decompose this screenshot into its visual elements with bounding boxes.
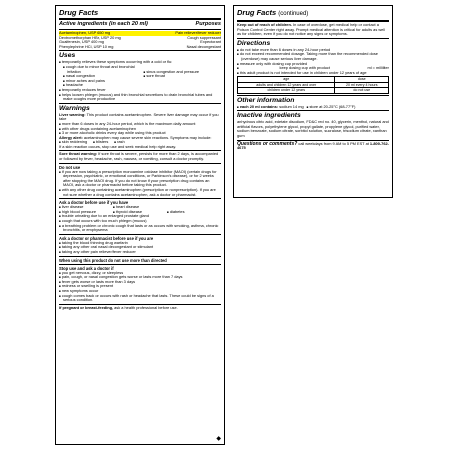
list-item: ■ cough comes back or occurs with rash or headache that lasts. These could be signs of a serious condition. — [59, 294, 221, 303]
list-item: ■ each 20 ml contains: sodium 14 mg — [237, 105, 304, 110]
inactive-ingredients-title: Inactive ingredients — [237, 112, 301, 120]
list-item: ■ cough that occurs with too much phlegm (mucus) — [59, 219, 221, 224]
list-item: ■ temporarily relieves these symptoms occurring with a cold or flu: — [59, 60, 221, 65]
list-item: ■ new symptoms occur — [59, 289, 221, 294]
allergy-alert: Allergy alert: acetaminophen may cause severe skin reactions. Symptoms may include: — [59, 134, 212, 140]
active-ingredient-row: Guaifenesin, USP 400 mg Expectorant — [59, 39, 221, 45]
other-information-title: Other information — [237, 96, 295, 104]
stop-use-title: Stop use and ask a doctor if — [59, 265, 114, 271]
dosage-table: age dose adults and children 12 years and over 20 ml every 4 hours children under 12 years do not use — [237, 76, 389, 93]
warnings-title: Warnings — [59, 104, 90, 112]
ask-doctor-title: Ask a doctor before use if you have — [59, 200, 129, 206]
list-item: ■ do not exceed recommended dosage. Taking more than the recommended dose (overdose) may cause serious liver damage. — [237, 52, 389, 61]
phone-number: 1-800-762-4675 — [237, 140, 389, 151]
continued-diamond-icon: ◆ — [216, 436, 221, 442]
uses-title: Uses — [59, 52, 76, 60]
list-item: ■ 3 or more alcoholic drinks every day while using this product — [59, 131, 221, 136]
list-item: ■ measure only with dosing cup provided — [237, 62, 389, 67]
list-item: ■ you get nervous, dizzy, or sleepless — [59, 271, 221, 276]
inactive-ingredients-text: anhydrous citric acid, edetate disodium, FD&C red no. 40, glycerin, menthol, natural and artificial flavors, polyethylene glycol, propyl gallate, propylene glycol, purified water, sodium benzoate, sodium citrate, sorbitol solution, sucralose, trisodium citrate, xanthan gum — [237, 119, 389, 138]
list-item: ■ do not take more than 6 doses in any 24-hour period — [237, 48, 389, 53]
list-item: ■ pain, cough, or nasal congestion gets worse or lasts more than 7 days — [59, 275, 221, 280]
active-ingredient-row: Acetaminophen, USP 650 mg Pain reliever/fever reducer — [59, 30, 221, 35]
active-ingredient-row: Phenylephrine HCl, USP 10 mg Nasal decongestant — [59, 43, 221, 49]
when-using-title: When using this product do not use more than directed — [59, 257, 167, 263]
uses-grid: ■ cough due to minor throat and bronchial irritation ■ nasal congestion ■ minor aches and pains ■ headache ■ sinus congestion and pressure ■ sore throat — [59, 65, 221, 88]
liver-warning: Liver warning: This product contains acetaminophen. Severe liver damage may occur if you take — [59, 111, 219, 122]
drug-facts-title: Drug Facts — [59, 8, 99, 17]
list-item: ■ taking any other pain reliever/fever reducer — [59, 250, 221, 255]
active-ingredients-header: Active ingredients (in each 20 ml) Purposes — [59, 21, 221, 27]
active-ingredient-row: Dextromethorphan HBr, USP 20 mg Cough suppressant — [59, 34, 221, 40]
do-not-use-title: Do not use — [59, 164, 81, 170]
drug-facts-panel-right — [233, 5, 393, 198]
list-item: ■ taking the blood thinning drug warfarin — [59, 241, 221, 246]
drug-facts-continued-title: Drug Facts (continued) — [237, 8, 309, 17]
pregnancy-warning: If pregnant or breast-feeding, ask a health professional before use. — [59, 304, 178, 310]
list-item: ■ with any other drug containing acetaminophen (prescription or nonprescription). If you are not sure whether a drug contains acetaminophen, ask a doctor or pharmacist. — [59, 188, 221, 197]
list-item: ■ fever gets worse or lasts more than 3 days — [59, 280, 221, 285]
keep-out-of-reach: Keep out of reach of children. In case of overdose, get medical help or contact a Poison Control Center right away. Prompt medical attention is critical for adults as well as for children, even if you do not notice any signs or symptoms. — [237, 22, 386, 37]
questions-line: Questions or comments? call weekdays from 9 AM to 5 PM EST at 1-800-762-4675 — [237, 140, 389, 151]
list-item: ■ store at 20-25°C (68-77°F) — [307, 105, 356, 110]
list-item: ■ redness or swelling is present — [59, 284, 221, 289]
list-item: ■ with other drugs containing acetaminophen — [59, 127, 221, 132]
sore-throat-warning: Sore throat warning: If sore throat is severe, persists for more than 2 days, is accompanied or followed by fever, headache, rash, nausea, or vomiting, consult a doctor promptly. — [59, 151, 219, 162]
ml-note: ml = milliliter — [367, 65, 389, 71]
ask-pharmacist-title: Ask a doctor or pharmacist before use if you are — [59, 235, 154, 241]
drug-facts-panel-left: Drug Facts Active ingredients (in each 20 ml) Purposes Acetaminophen, USP 650 mg Pain reliever/fever reducer Dextromethorphan HBr, USP 20 mg Cough suppressant Guaifenesin, USP 400 mg Expectorant Phenylephrine HCl, USP 10 mg Nasal decongestant Uses ■ temporarily relieves these symptoms occurring with a cold or flu: ■ cough due to minor throat and bronchial irritation ■ nasal congestion ■ minor aches and pains ■ headache ■ sinus congestion and pressure ■ sore throat ■ temporarily reduces fever ■ helps loosen phlegm (mucus) and thin bronchial secretions to drain bronchial tubes and make coughs more productive Warnings Liver warning: This product contains acetaminophen. Severe liver damage may occur if you take ■ more than 6 doses in any 24-hour period, which is the maximum daily amount ■ with other drugs containing acetaminophen ■ 3 or more alcoholic drinks every day while using this product Allergy alert: acetaminophen may cause severe skin reactions. Symptoms may include: ■ skin reddening ■ blisters ■ rash If a skin reaction occurs, stop use and seek medical help right away. Sore throat warning: If sore throat is severe, persists for more than 2 days, is accompanied or followed by fever, headache, rash, nausea, or vomiting, consult a doctor promptly. Do not use ■ if you are now taking a prescription monoamine oxidase inhibitor (MAOI) (certain drugs for depression, psychiatric, or emotional conditions, or Parkinson's disease), or for 2 weeks after stopping the MAOI drug. If you do not know if your prescription drug contains an MAOI, ask a doctor or pharmacist before taking this product. ■ with any other drug containing acetaminophen (prescription or nonprescription). If you are not sure whether a drug contains acetaminophen, ask a doctor or pharmacist. Ask a doctor before use if you have ■ liver disease ■ high blood pressure ■ heart disease ■ thyroid disease ■ diabetes ■ trouble urinating due to an enlarged prostate gland ■ cough that occurs with too much phlegm (mucus) ■ a breathing problem or chronic cough that lasts or as occurs with smoking, asthma, chronic bronchitis, or emphysema Ask a doctor or pharmacist before use if you are ■ taking the blood thinning drug warfarin ■ taking any other oral nasal decongestant or stimulant ■ taking any other pain reliever/fever reducer When using this product do not use more than directed Stop use and ask a doctor if ■ you get nervous, dizzy, or sleepless ■ pain, cough, or nasal congestion gets worse or lasts more than 7 days ■ fever gets worse or lasts more than 3 days ■ redness or swelling is present ■ new symptoms occur ■ cough comes back or occurs with rash or headache that lasts. These could be signs of a serious condition. If pregnant or breast-feeding, ask a health professional before use. ◆ — [55, 5, 225, 445]
directions-title: Directions — [237, 39, 271, 47]
list-item: ■ this adult product is not intended for use in children under 12 years of age — [237, 71, 389, 76]
list-item: ■ a breathing problem or chronic cough that lasts or as occurs with smoking, asthma, chronic bronchitis, or emphysema — [59, 224, 221, 233]
list-item: ■ trouble urinating due to an enlarged prostate gland — [59, 214, 221, 219]
list-item: ■ temporarily reduces fever — [59, 88, 221, 93]
list-item: ■ if you are now taking a prescription monoamine oxidase inhibitor (MAOI) (certain drugs for depression, psychiatric, or emotional conditions, or Parkinson's disease), or for 2 weeks after stopping the MAOI drug. If you do not know if your prescription drug contains an MAOI, ask a doctor or pharmacist before taking this product. — [59, 170, 221, 188]
list-item: ■ keep dosing cup with product ml = milliliter — [237, 66, 389, 71]
list-item: ■ more than 6 doses in any 24-hour period, which is the maximum daily amount — [59, 122, 221, 127]
list-item: ■ taking any other oral nasal decongestant or stimulant — [59, 245, 221, 250]
list-item: ■ helps loosen phlegm (mucus) and thin bronchial secretions to drain bronchial tubes and make coughs more productive — [59, 93, 221, 102]
